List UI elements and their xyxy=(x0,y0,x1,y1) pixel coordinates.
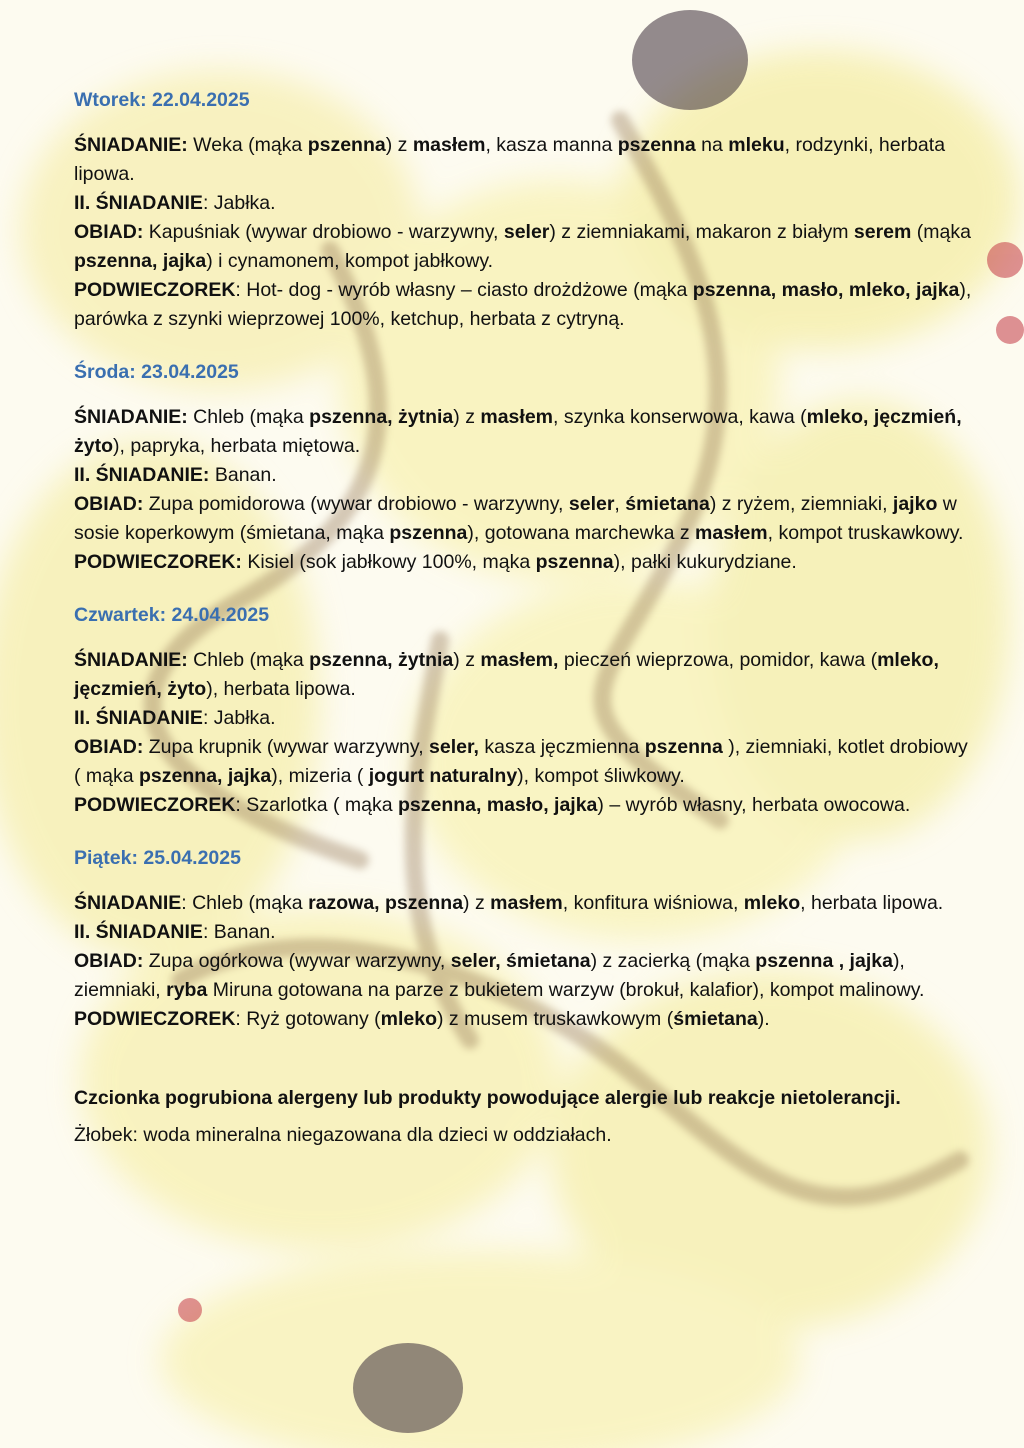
meal-label: ŚNIADANIE xyxy=(74,892,182,914)
meal-text: pieczeń wieprzowa, pomidor, kawa ( xyxy=(558,649,878,671)
meal-label: ŚNIADANIE: xyxy=(74,649,188,671)
meal-text: ). xyxy=(757,1008,770,1030)
meal-text: ), herbata lipowa. xyxy=(206,678,356,700)
meal-entry xyxy=(74,548,974,577)
meal-text: , herbata lipowa. xyxy=(800,892,944,914)
allergen-text: śmietana xyxy=(673,1008,758,1030)
meal-text: : Szarlotka ( mąka xyxy=(235,794,398,816)
meal-text: ), parówka z szynki wieprzowej 100%, ketchup, herbata z cytryną. xyxy=(74,279,972,330)
menu-document xyxy=(74,86,974,1150)
meal-text: ) z xyxy=(453,649,481,671)
meal-entry xyxy=(74,189,974,218)
water-note: Żłobek: woda mineralna niegazowana dla dzieci w oddziałach. xyxy=(74,1124,612,1146)
meal-text: Zupa krupnik (wywar warzywny, xyxy=(143,736,430,758)
day-heading: Czwartek: 24.04.2025 xyxy=(74,604,270,626)
meal-text: (mąka xyxy=(911,221,971,243)
meal-text: ), gotowana marchewka z xyxy=(467,522,696,544)
meal-text: , xyxy=(614,493,626,515)
allergen-note: Czcionka pogrubiona alergeny lub produkty powodujące alergie lub reakcje nietolerancji. xyxy=(74,1087,901,1109)
meal-entry xyxy=(74,889,974,918)
meal-text: ), ziemniaki, xyxy=(74,950,905,1001)
meal-entry xyxy=(74,1005,974,1034)
meal-label: OBIAD: xyxy=(74,493,144,515)
allergen-text: seler, śmietana xyxy=(450,950,591,972)
meal-label: ŚNIADANIE: xyxy=(74,406,188,428)
meal-label: OBIAD: xyxy=(74,221,144,243)
allergen-text: ryba xyxy=(166,979,208,1001)
meal-text: ), kompot śliwkowy. xyxy=(517,765,685,787)
meal-text: , kasza manna xyxy=(485,134,618,156)
allergen-text: jajko xyxy=(892,493,938,515)
allergen-text: pszenna, jajka xyxy=(139,765,272,787)
meal-text: , kompot truskawkowy. xyxy=(767,522,964,544)
allergen-text: mleko, jęczmień, żyto xyxy=(74,406,962,457)
meal-text: ), papryka, herbata miętowa. xyxy=(113,435,361,457)
meal-entry xyxy=(74,461,974,490)
allergen-text: pszenna , jajka xyxy=(755,950,893,972)
allergen-text: masłem xyxy=(490,892,563,914)
meal-text: Zupa ogórkowa (wywar warzywny, xyxy=(143,950,451,972)
meal-entry xyxy=(74,131,974,189)
day-section xyxy=(74,86,974,334)
meal-entry xyxy=(74,490,974,548)
allergen-text: jogurt naturalny xyxy=(368,765,518,787)
meal-entry xyxy=(74,646,974,704)
allergen-text: pszenna, masło, jajka xyxy=(397,794,598,816)
day-heading: Wtorek: 22.04.2025 xyxy=(74,89,250,111)
allergen-text: pszenna, jajka xyxy=(74,250,207,272)
meal-entry xyxy=(74,403,974,461)
meal-text: Banan. xyxy=(209,464,277,486)
allergen-text: pszenna xyxy=(644,736,723,758)
meal-text: : Hot- dog - wyrób własny – ciasto drożdżowe (mąka xyxy=(235,279,693,301)
meal-entry xyxy=(74,218,974,276)
meal-text: ) z xyxy=(385,134,413,156)
allergen-text: pszenna xyxy=(389,522,468,544)
day-heading: Środa: 23.04.2025 xyxy=(74,361,239,383)
meal-text: Chleb (mąka xyxy=(187,406,310,428)
meal-text: ) z xyxy=(463,892,491,914)
meal-entry xyxy=(74,918,974,947)
meal-text: ), pałki kukurydziane. xyxy=(613,551,797,573)
meal-text: : Chleb (mąka xyxy=(181,892,309,914)
meal-label: II. ŚNIADANIE xyxy=(74,921,203,943)
allergen-text: mleku xyxy=(728,134,785,156)
allergen-text: seler xyxy=(503,221,550,243)
meal-label: II. ŚNIADANIE xyxy=(74,192,203,214)
meal-text: ) z xyxy=(453,406,481,428)
allergen-text: śmietana xyxy=(625,493,710,515)
meal-text: Weka (mąka xyxy=(187,134,308,156)
meal-text: : Banan. xyxy=(202,921,276,943)
meal-entry xyxy=(74,276,974,334)
allergen-text: mleko xyxy=(743,892,801,914)
day-section xyxy=(74,601,974,820)
meal-text: ) z zacierką (mąka xyxy=(590,950,756,972)
meal-text: Chleb (mąka xyxy=(187,649,310,671)
meal-text: : Ryż gotowany ( xyxy=(235,1008,381,1030)
meal-text: ), mizeria ( xyxy=(271,765,369,787)
meal-label: OBIAD: xyxy=(74,736,144,758)
meal-text: Miruna gotowana na parze z bukietem warzyw (brokuł, kalafior), kompot malinowy. xyxy=(207,979,925,1001)
allergen-text: serem xyxy=(853,221,912,243)
meal-entry xyxy=(74,733,974,791)
meal-label: PODWIECZOREK xyxy=(74,794,236,816)
day-section xyxy=(74,844,974,1034)
allergen-text: pszenna, żytnia xyxy=(309,406,454,428)
meal-entry xyxy=(74,791,974,820)
meal-text: ) i cynamonem, kompot jabłkowy. xyxy=(206,250,494,272)
allergen-text: seler, xyxy=(429,736,479,758)
meal-text: : Jabłka. xyxy=(202,707,276,729)
allergen-text: pszenna, żytnia xyxy=(309,649,454,671)
meal-label: PODWIECZOREK xyxy=(74,1008,236,1030)
allergen-text: razowa, pszenna xyxy=(308,892,464,914)
allergen-text: masłem, xyxy=(480,649,559,671)
meal-text: , szynka konserwowa, kawa ( xyxy=(553,406,807,428)
meal-text: na xyxy=(695,134,729,156)
meal-entry xyxy=(74,947,974,1005)
meal-text: Kisiel (sok jabłkowy 100%, mąka xyxy=(241,551,536,573)
meal-text: Kapuśniak (wywar drobiowo - warzywny, xyxy=(143,221,504,243)
meal-text: : Jabłka. xyxy=(202,192,276,214)
meal-text: ) – wyrób własny, herbata owocowa. xyxy=(597,794,911,816)
allergen-text: pszenna xyxy=(617,134,696,156)
day-section xyxy=(74,358,974,577)
allergen-text: mleko, jęczmień, żyto xyxy=(74,649,939,700)
meal-label: PODWIECZOREK xyxy=(74,279,236,301)
meal-text: ) z ziemniakami, makaron z białym xyxy=(549,221,854,243)
allergen-text: masłem xyxy=(695,522,768,544)
allergen-text: seler xyxy=(568,493,615,515)
meal-entry xyxy=(74,704,974,733)
meal-text: Zupa pomidorowa (wywar drobiowo - warzywny, xyxy=(143,493,569,515)
meal-label: II. ŚNIADANIE xyxy=(74,707,203,729)
meal-text: ), ziemniaki, kotlet drobiowy ( mąka xyxy=(74,736,968,787)
allergen-text: pszenna xyxy=(535,551,614,573)
allergen-text: pszenna xyxy=(307,134,386,156)
meal-text: , rodzynki, herbata lipowa. xyxy=(74,134,946,185)
allergen-text: pszenna, masło, mleko, jajka xyxy=(692,279,960,301)
allergen-text: masłem xyxy=(412,134,486,156)
meal-text: ) z ryżem, ziemniaki, xyxy=(709,493,893,515)
meal-label: ŚNIADANIE: xyxy=(74,134,188,156)
meal-text: , konfitura wiśniowa, xyxy=(562,892,744,914)
meal-label: PODWIECZOREK: xyxy=(74,551,242,573)
allergen-text: mleko xyxy=(380,1008,438,1030)
meal-text: ) z musem truskawkowym ( xyxy=(437,1008,674,1030)
meal-text: kasza jęczmienna xyxy=(478,736,645,758)
meal-label: II. ŚNIADANIE: xyxy=(74,464,210,486)
day-heading: Piątek: 25.04.2025 xyxy=(74,847,241,869)
meal-label: OBIAD: xyxy=(74,950,144,972)
meal-text: w sosie koperkowym (śmietana, mąka xyxy=(74,493,957,544)
allergen-text: masłem xyxy=(480,406,554,428)
